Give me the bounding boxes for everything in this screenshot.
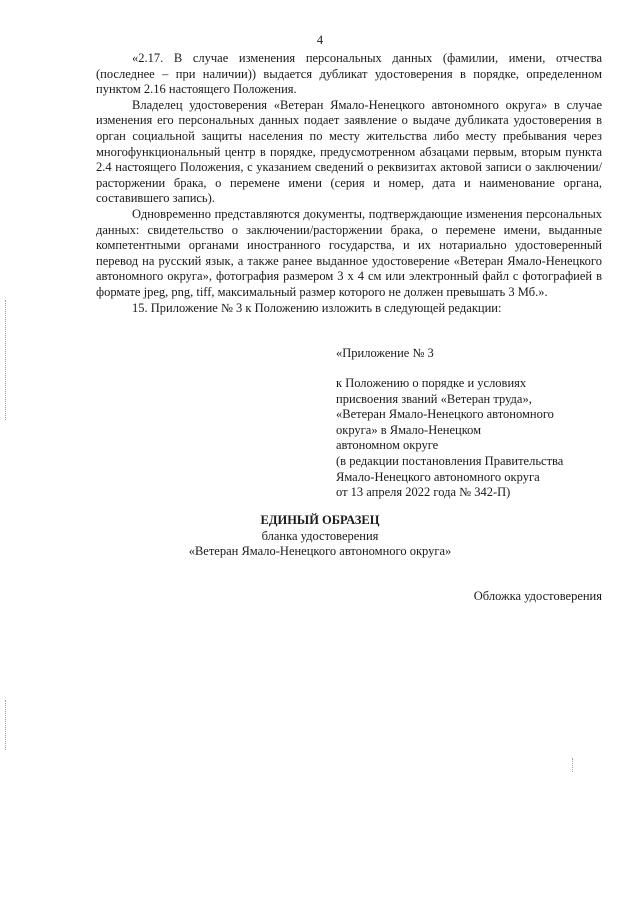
appendix-line: округа» в Ямало-Ненецком xyxy=(336,422,482,437)
appendix-reference xyxy=(336,376,616,501)
cover-label: Обложка удостоверения xyxy=(473,589,602,603)
appendix-line: Ямало-Ненецкого автономного округа xyxy=(336,469,540,484)
paragraph-15: 15. Приложение № 3 к Положению изложить в следующей редакции: xyxy=(132,300,502,315)
scan-margin-mark xyxy=(5,700,7,750)
appendix-line: «Ветеран Ямало-Ненецкого автономного xyxy=(336,407,554,422)
heading-certificate-name: «Ветеран Ямало-Ненецкого автономного округа» xyxy=(188,544,452,559)
paragraph-documents: Одновременно представляются документы, подтверждающие изменения персональных данных: свидетельство о заключении/расторжении брака, о перемене имени, выданные компетентными органами иностранного государства, и их нотариально удостоверенный перевод на русский язык, а также ранее выданное удостоверение «Ветеран Ямало-Ненецкого автономного округа», фотография размером 3 х 4 см или электронный файл с фотографией в формате jpeg, png, tiff, максимальный размер которого не должен превышать 3 Мб.». xyxy=(96,206,602,299)
heading-subtitle: бланка удостоверения xyxy=(261,528,379,543)
scan-margin-mark xyxy=(572,758,574,772)
form-heading xyxy=(0,513,640,560)
paragraph-2-17: «2.17. В случае изменения персональных данных (фамилии, имени, отчества (последнее – при наличии)) выдается дубликат удостоверения в порядке, определенном пунктом 2.16 настоящего Положения. xyxy=(96,51,602,97)
appendix-line: (в редакции постановления Правительства xyxy=(336,453,564,468)
appendix-title: «Приложение № 3 xyxy=(336,346,434,360)
appendix-line: к Положению о порядке и условиях xyxy=(336,376,527,390)
page-number: 4 xyxy=(316,33,324,47)
appendix-line: от 13 апреля 2022 года № 342-П) xyxy=(336,485,511,500)
heading-title: ЕДИНЫЙ ОБРАЗЕЦ xyxy=(260,513,380,527)
paragraph-owner-application: Владелец удостоверения «Ветеран Ямало-Ненецкого автономного округа» в случае изменения его персональных данных подает заявление о выдаче дубликата удостоверения в орган социальной защиты населения по месту жительства либо месту пребывания через многофункциональный центр в порядке, предусмотренном абзацами первым, вторым пункта 2.4 настоящего Положения, с указанием сведений о реквизитах актовой записи о заключении/расторжении брака, о перемене имени (серия и номер, дата и наименование органа, составившего запись). xyxy=(96,97,602,206)
appendix-line: присвоения званий «Ветеран труда», xyxy=(336,391,532,406)
scan-margin-mark xyxy=(5,300,7,420)
document-body xyxy=(96,51,602,316)
appendix-line: автономном округе xyxy=(336,438,439,453)
